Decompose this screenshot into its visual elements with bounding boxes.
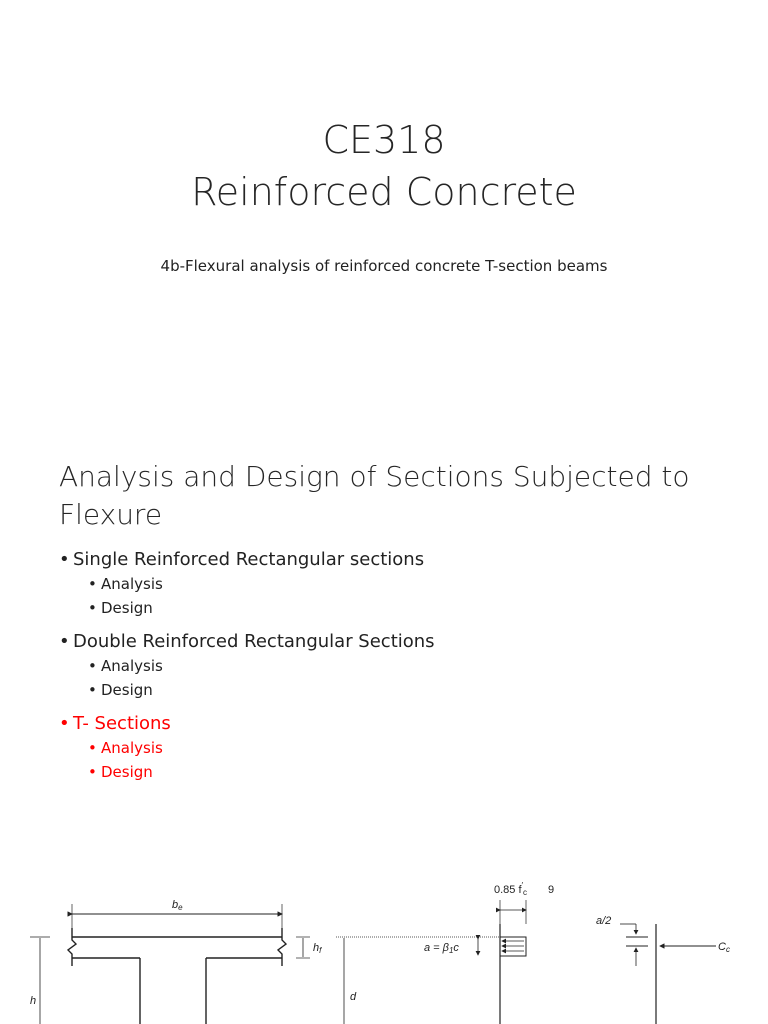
topic-list — [59, 548, 435, 784]
slide-heading — [59, 458, 739, 534]
sub-bullet-analysis: • Analysis — [59, 572, 435, 596]
label-cc: Cc — [718, 941, 730, 954]
sub-bullet-design: • Design — [59, 596, 435, 620]
t-beam-diagram — [0, 862, 768, 1024]
label-stress: 0.85 $f'_c$ — [494, 881, 528, 897]
slide-subtitle: 4b-Flexural analysis of reinforced concrete T-section beams — [160, 257, 608, 275]
label-be: be — [172, 899, 183, 912]
bullet-double-reinforced: • Double Reinforced Rectangular Sections — [59, 630, 435, 654]
heading-line-1: Analysis and Design of Sections Subjected to — [59, 460, 690, 493]
label-d: d — [350, 991, 357, 1003]
sub-bullet-design: • Design — [59, 678, 435, 702]
stress-arrows — [502, 941, 524, 951]
sub-bullet-design: • Design — [59, 760, 435, 784]
spacer — [59, 702, 435, 712]
beam-section — [68, 928, 286, 1024]
spacer — [59, 620, 435, 630]
bullet-t-sections: • T- Sections — [59, 712, 435, 736]
slide-title-course-code: CE318 — [322, 118, 446, 162]
page-number: 9 — [548, 884, 555, 896]
sub-bullet-analysis: • Analysis — [59, 654, 435, 678]
label-hf: hf — [313, 942, 322, 955]
sub-bullet-analysis: • Analysis — [59, 736, 435, 760]
heading-line-2: Flexure — [59, 498, 163, 531]
label-a-half: a/2 — [596, 915, 612, 927]
bullet-single-reinforced: • Single Reinforced Rectangular sections — [59, 548, 435, 572]
label-a-equation: a = β1c — [424, 942, 459, 955]
slide-title-course-name: Reinforced Concrete — [191, 170, 577, 214]
label-h: h — [30, 995, 37, 1007]
title-slide — [0, 0, 768, 424]
